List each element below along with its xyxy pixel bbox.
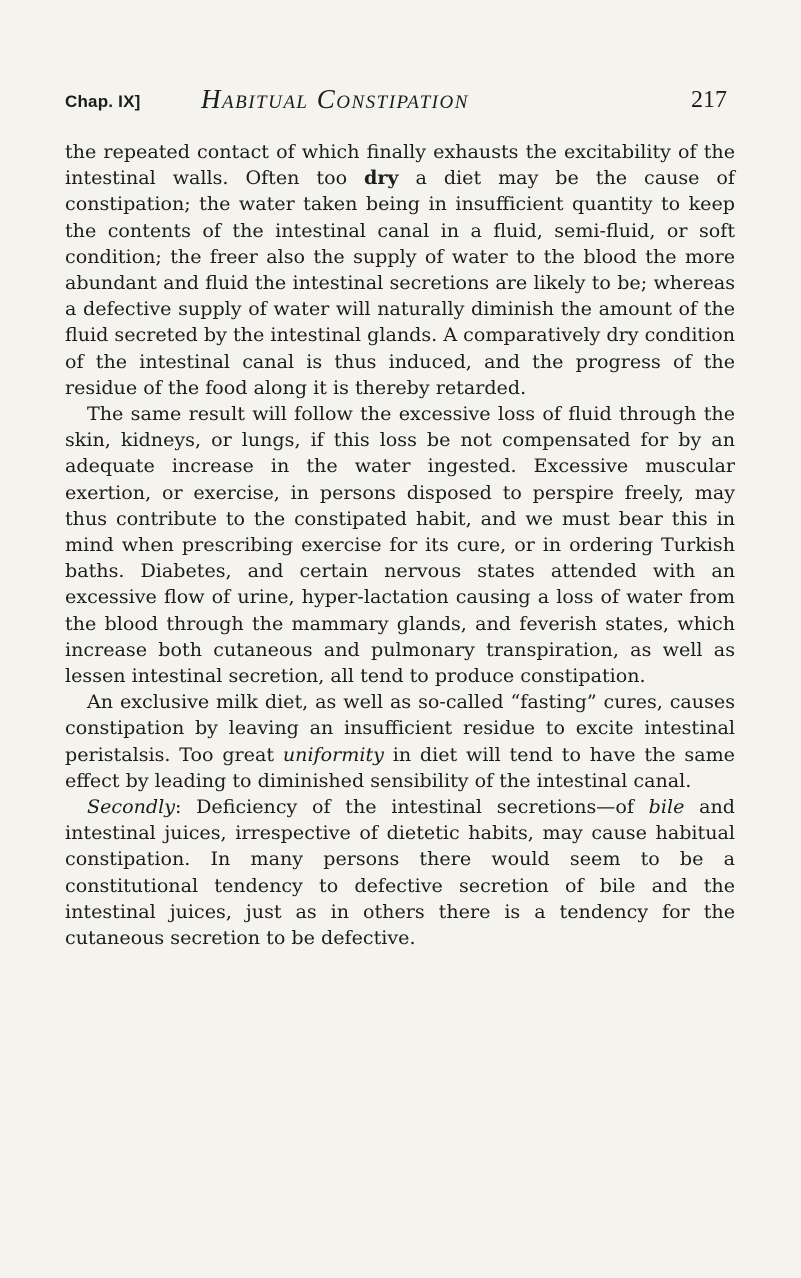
emphasis-dry: dry — [364, 166, 399, 190]
page-number: 217 — [691, 87, 727, 113]
paragraph-milk-diet: An exclusive milk diet, as well as so-called “fasting” cures, causes constipation by leaving an insufficient residue to excite intestinal peristalsis. Too great uniformity in diet will tend to have the same effect by leading to diminished sensibility of the intestinal canal. — [65, 690, 735, 792]
emphasis-secondly: Secondly — [87, 795, 175, 819]
running-title: Habitual Constipation — [201, 84, 469, 114]
chapter-label: Chap. IX] — [65, 92, 141, 111]
body-text — [65, 139, 735, 951]
emphasis-bile: bile — [648, 795, 685, 819]
paragraph-fluid-loss: The same result will follow the excessive loss of fluid through the skin, kidneys, or lungs, if this loss be not compensated for by an adequate increase in the water ingested. Excessive muscular exertion, or exercise, in persons disposed to perspire freely, may thus contribute to the constipated habit, and we must bear this in mind when prescribing exercise for its cure, or in ordering Turkish baths. Diabetes, and certain nervous states attended with an excessive flow of urine, hyper-lactation causing a loss of water from the blood through the mammary glands, and feverish states, which increase both cutaneous and pulmonary transpiration, as well as lessen intestinal secretion, all tend to produce constipation. — [65, 402, 735, 688]
emphasis-uniformity: uniformity — [282, 742, 384, 766]
running-head — [65, 86, 735, 116]
paragraph-dry-diet: the repeated contact of which finally exhausts the excitability of the intestinal walls. Often too dry a diet may be the cause of constipation; the water taken being in insufficient quantity to keep the contents of the intestinal canal in a fluid, semi-fluid, or soft condition; the freer also the supply of water to the blood the more abundant and fluid the intestinal secretions are likely to be; whereas a defective supply of water will naturally diminish the amount of the fluid secreted by the intestinal glands. A comparatively dry condition of the intestinal canal is thus induced, and the progress of the residue of the food along it is thereby retarded. — [65, 140, 736, 399]
paragraph-secondly: Secondly: Deficiency of the intestinal secretions—of bile and intestinal juices, irrespective of dietetic habits, may cause habitual constipation. In many persons there would seem to be a constitutional tendency to defective secretion of bile and the intestinal juices, just as in others there is a tendency for the cutaneous secretion to be defective. — [65, 795, 735, 950]
